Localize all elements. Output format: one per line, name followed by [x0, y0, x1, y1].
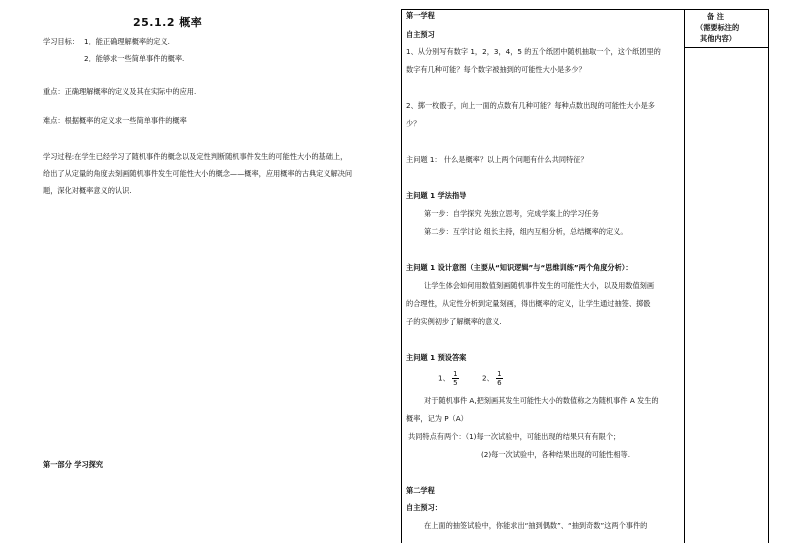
guide-step-2: 第二步：互学讨论 组长主持，组内互相分析，总结概率的定义。 [424, 227, 628, 236]
answer-1-prefix: 1、 [438, 373, 450, 383]
difficulty: 难点：根据概率的定义求一些简单事件的概率 [43, 116, 187, 125]
question-1-line-2: 数字有几种可能？每个数字被抽到的可能性大小是多少？ [406, 65, 586, 74]
table-middle-divider [684, 9, 685, 543]
common-feature-line-1: 共同特点有两个：（1)每一次试验中，可能出现的结果只有有限个； [408, 432, 621, 441]
process-line-1: 学习过程:在学生已经学习了随机事件的概念以及定性判断随机事件发生的可能性大小的基础上， [43, 152, 348, 161]
objectives-label: 学习目标： [43, 37, 79, 46]
notes-sub-2: 其他内容） [700, 34, 736, 43]
guide-heading: 主问题 1 学法指导 [406, 191, 467, 200]
answer-2 [482, 370, 503, 387]
answer-1-denominator: 5 [453, 379, 458, 387]
notes-sub-1: （需要标注的 [696, 23, 740, 32]
question-2-line-2: 少？ [406, 119, 421, 128]
page-title: 25.1.2 概率 [133, 16, 203, 29]
common-feature-line-2: (2)每一次试验中，各种结果出现的可能性相等. [481, 450, 631, 459]
design-line-2: 的合理性，从定性分析到定量刻画，得出概率的定义，让学生通过抽签、掷骰 [406, 299, 651, 308]
answer-heading: 主问题 1 预设答案 [406, 353, 467, 362]
last-line: 在上面的抽签试验中，你能求出“抽到偶数”、“抽到奇数”这两个事件的 [424, 521, 648, 530]
answer-1-numerator: 1 [453, 370, 458, 378]
table-top-border [401, 9, 768, 10]
answer-1-fraction [452, 370, 458, 387]
part-1-heading: 第一部分 学习探究 [43, 460, 104, 469]
session-2-heading: 第二学程 [406, 486, 435, 495]
table-right-border [768, 9, 769, 543]
question-1-line-1: 1、从分别写有数字 1，2，3，4，5 的五个纸团中随机抽取一个，这个纸团里的 [406, 47, 661, 56]
preview-heading: 自主预习 [406, 30, 435, 39]
objective-1: 1．能正确理解概率的定义. [84, 37, 170, 46]
design-line-3: 子的实例初步了解概率的意义. [406, 317, 502, 326]
design-line-1: 让学生体会如何用数值刻画随机事件发生的可能性大小，以及用数值刻画 [424, 281, 655, 290]
preview-2-heading: 自主预习： [406, 503, 442, 512]
process-line-3: 题，深化对概率意义的认识. [43, 186, 132, 195]
answer-2-numerator: 1 [497, 370, 502, 378]
session-1-heading: 第一学程 [406, 11, 435, 20]
answer-2-denominator: 6 [497, 379, 502, 387]
key-points: 重点：正确理解概率的定义及其在实际中的应用. [43, 87, 197, 96]
question-2-line-1: 2、掷一枚骰子，向上一面的点数有几种可能？每种点数出现的可能性大小是多 [406, 101, 655, 110]
guide-step-1: 第一步：自学探究 先独立思考，完成学案上的学习任务 [424, 209, 599, 218]
main-question-1: 主问题 1： 什么是概率？以上两个问题有什么共同特征？ [406, 155, 588, 164]
answer-2-prefix: 2、 [482, 373, 494, 383]
objective-2: 2．能够求一些简单事件的概率. [84, 54, 185, 63]
notes-header-divider [684, 47, 768, 48]
definition-line-1: 对于随机事件 A,把刻画其发生可能性大小的数值称之为随机事件 A 发生的 [424, 396, 659, 405]
notes-label: 备 注 [707, 12, 724, 21]
design-heading: 主问题 1 设计意图（主要从“知识逻辑”与“思维训练”两个角度分析）： [406, 263, 633, 272]
definition-line-2: 概率，记为 P（A） [406, 414, 468, 423]
answer-2-fraction [496, 370, 502, 387]
table-left-border [401, 9, 402, 543]
process-line-2: 给出了从定量的角度去刻画随机事件发生可能性大小的概念——概率，应用概率的古典定义解决问 [43, 169, 353, 178]
answer-1 [438, 370, 459, 387]
